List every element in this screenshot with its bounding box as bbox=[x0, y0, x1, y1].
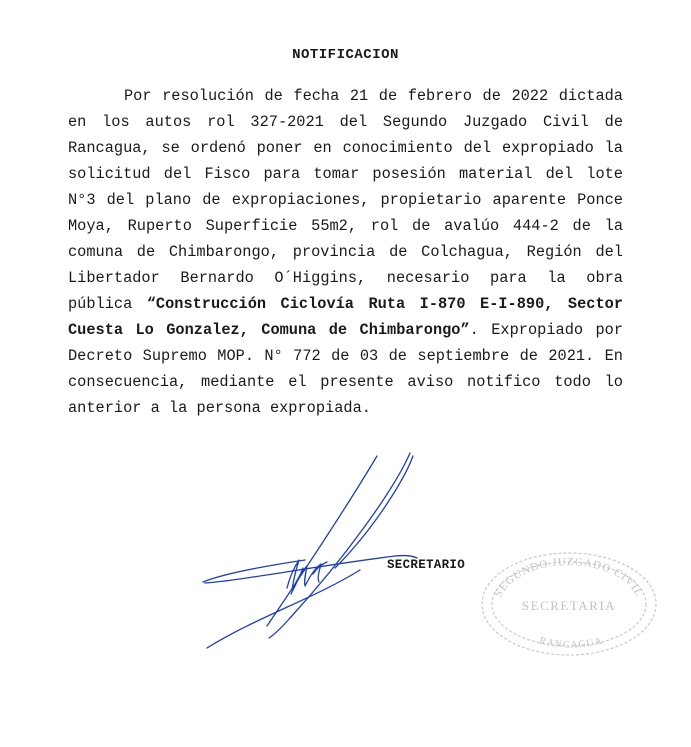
project-name-bold: “Construcción Ciclovía Ruta I-870 E-I-890, Sector Cuesta Lo Gonzalez, Comuna de Chimbarongo” bbox=[68, 295, 623, 339]
handwritten-signature bbox=[195, 448, 425, 653]
signer-title: SECRETARIO bbox=[387, 558, 466, 572]
stamp-middle-text: SECRETARIA bbox=[521, 598, 617, 613]
stamp-top-text: SEGUNDO JUZGADO CIVIL bbox=[492, 556, 646, 600]
svg-text:RANCAGUA bbox=[538, 635, 604, 650]
notification-paragraph bbox=[68, 83, 623, 421]
document-title: NOTIFICACION bbox=[292, 47, 399, 63]
court-stamp bbox=[478, 548, 660, 660]
stamp-bottom-text: RANCAGUA bbox=[538, 635, 604, 651]
svg-text:SEGUNDO JUZGADO CIVIL bbox=[493, 556, 646, 599]
paragraph-text-part2: . Expropiado por Decreto Supremo MOP. N° 772 de 03 de septiembre de 2021. En consecuencia, mediante el presente aviso notifico todo lo anterior a la persona expropiada. bbox=[68, 321, 623, 417]
paragraph-text-part1: Por resolución de fecha 21 de febrero de 2022 dictada en los autos rol 327-2021 del Segundo Juzgado Civil de Rancagua, se ordenó poner en conocimiento del expropiado la solicitud del Fisco para tomar posesión material del lote N°3 del plano de expropiaciones, propietario aparente Ponce Moya, Ruperto Superficie 55m2, rol de avalúo 444-2 de la comuna de Chimbarongo, provincia de Colchagua, Región del Libertador Bernardo O´Higgins, necesario para la obra pública bbox=[68, 87, 623, 313]
